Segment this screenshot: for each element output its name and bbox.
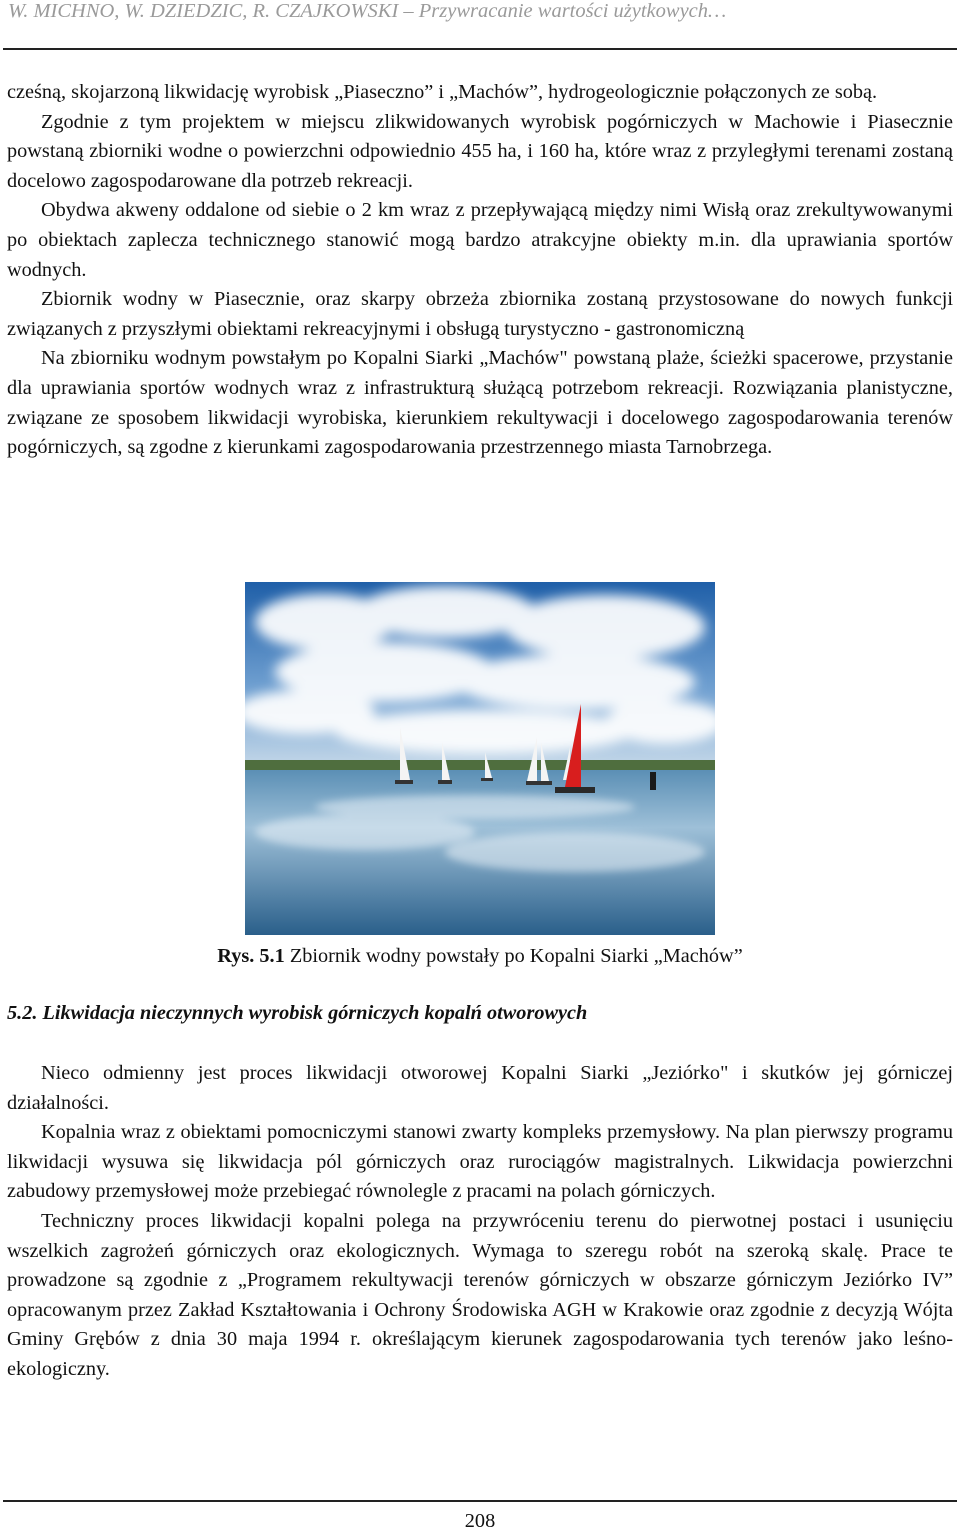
paragraph: Nieco odmienny jest proces likwidacji otworowej Kopalni Siarki „Jeziórko" i skutków jej górniczej działalności. [7,1062,953,1114]
paragraph: cześną, skojarzoną likwidację wyrobisk „Piaseczno” i „Machów”, hydrogeologicznie połączonych ze sobą. [7,81,878,103]
paragraph: Na zbiorniku wodnym powstałym po Kopalni Siarki „Machów" powstaną plaże, ścieżki spacerowe, przystanie dla uprawiania sportów wodnych wraz z infrastrukturą służącą potrzebom rekreacji. Rozwiązania planistyczne, związane ze sposobem likwidacji wyrobiska, kierunkiem rekultywacji i docelowego zagospodarowania terenów pogórniczych, są zgodne z kierunkami zagospodarowania przestrzennego miasta Tarnobrzega. [7,347,953,459]
running-header: W. MICHNO, W. DZIEDZIC, R. CZAJKOWSKI – Przywracanie wartości użytkowych… [8,0,727,22]
section-heading: 5.2. Likwidacja nieczynnych wyrobisk górniczych kopalń otworowych [7,1002,588,1024]
body-text-top [7,78,953,463]
paragraph: Zbiornik wodny w Piasecznie, oraz skarpy obrzeża zbiornika zostaną przystosowane do nowych funkcji związanych z przyszłymi obiektami rekreacyjnymi i obsługą turystyczno - gastronomiczną [7,288,953,340]
sailboats-lake-photo [245,582,715,935]
photo-illustration [245,582,715,935]
body-text-bottom [7,1059,953,1385]
paragraph: Obydwa akweny oddalone od siebie o 2 km wraz z przepływającą między nimi Wisłą oraz zrekultywowanymi po obiektach zaplecza technicznego stanowić mogą bardzo atrakcyjne obiekty m.in. dla uprawiania sportów wodnych. [7,199,953,281]
paragraph: Zgodnie z tym projektem w miejscu zlikwidowanych wyrobisk pogórniczych w Machowie i Piasecznie powstaną zbiorniki wodne o powierzchni odpowiednio 455 ha, i 160 ha, które wraz z przyległymi terenami zostaną docelowo zagospodarowane dla potrzeb rekreacji. [7,110,953,192]
paragraph: Techniczny proces likwidacji kopalni polega na przywróceniu terenu do pierwotnej postaci i usunięciu wszelkich zagrożeń górniczych oraz ekologicznych. Wymaga to szeregu robót na szeroką skalę. Prace te prowadzone są zgodnie z „Programem rekultywacji terenów górniczych w obszarze górniczym Jeziórko IV” opracowanym przez Zakład Kształtowania i Ochrony Środowiska AGH w Krakowie oraz zgodnie z decyzją Wójta Gminy Grębów z dnia 30 maja 1994 r. określającym kierunek zagospodarowania tych terenów jako leśno-ekologiczny. [7,1209,953,1380]
footer-rule [3,1500,957,1502]
header-rule [3,48,957,50]
figure-caption-text: Zbiornik wodny powstały po Kopalni Siarki „Machów” [284,945,743,967]
clouds [245,586,715,754]
paragraph: Kopalnia wraz z obiektami pomocniczymi stanowi zwarty kompleks przemysłowy. Na plan pierwszy programu likwidacji wysuwa się likwidacja pól górniczych oraz rurociągów magistralnych. Likwidacja powierzchni zabudowy przemysłowej może przebiegać równolegle z pracami na polach górniczych. [7,1121,953,1203]
page-number: 208 [464,1510,496,1532]
figure-caption [0,942,960,971]
figure-label: Rys. 5.1 [217,945,285,967]
